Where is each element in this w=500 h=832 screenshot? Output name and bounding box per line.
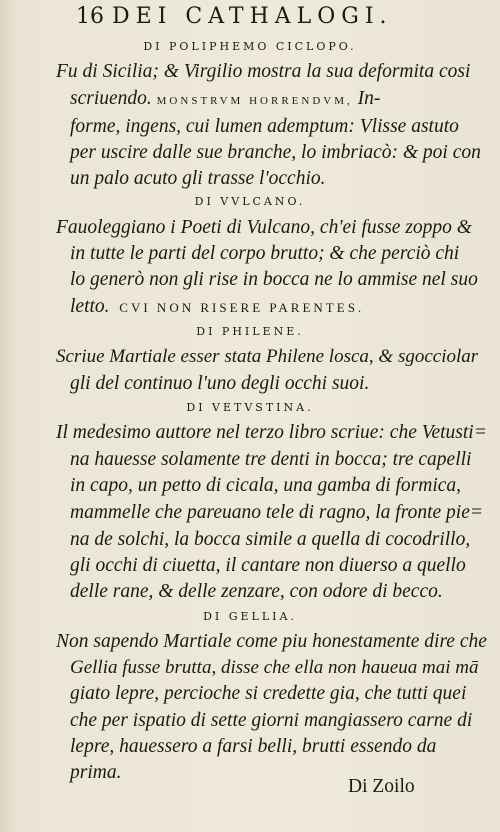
text-line bbox=[70, 88, 380, 112]
catchword: Di Zoilo bbox=[348, 776, 415, 797]
quotation-smallcaps: CVI NON RISERE PARENTES. bbox=[119, 300, 365, 315]
section-heading: DI GELLIA. bbox=[203, 610, 297, 623]
section-heading: DI POLIPHEMO CICLOPO. bbox=[143, 40, 357, 53]
quotation-smallcaps: MONSTRVM HORRENDVM, bbox=[156, 95, 353, 107]
text-line: mammelle che pareuano tele di ragno, la fronte pie= bbox=[70, 502, 484, 523]
text-line: Il medesimo auttore nel terzo libro scriue: che Vetusti= bbox=[56, 422, 487, 443]
section-heading: DI VETVSTINA. bbox=[186, 401, 314, 414]
text-line: na hauesse solamente tre denti in bocca; tre capelli bbox=[70, 449, 472, 470]
running-title: DEI CATHALOGI. bbox=[112, 4, 393, 29]
text-line: un palo acuto gli trasse l'occhio. bbox=[70, 168, 326, 189]
text-line: Non sapendo Martiale come piu honestamente dire che bbox=[56, 631, 487, 652]
text-line: in tutte le parti del corpo brutto; & che perciò chi bbox=[70, 243, 460, 264]
text-line: delle rane, & delle zenzare, con odore di becco. bbox=[70, 581, 443, 602]
text-run: In- bbox=[357, 88, 381, 109]
text-line: gli del continuo l'uno degli occhi suoi. bbox=[70, 373, 370, 394]
text-line: Scriue Martiale esser stata Philene losca, & sgocciolar bbox=[56, 346, 479, 367]
text-line: prima. bbox=[70, 762, 122, 783]
section-heading: DI VVLCANO. bbox=[194, 195, 306, 208]
text-line: Gellia fusse brutta, disse che ella non haueua mai mā bbox=[70, 657, 479, 678]
text-line: che per ispatio di sette giorni mangiassero carne di bbox=[70, 710, 473, 731]
text-line: in capo, un petto di cicala, una gamba di formica, bbox=[70, 475, 462, 496]
text-line: Fauoleggiano i Poeti di Vulcano, ch'ei fusse zoppo & bbox=[56, 217, 472, 238]
text-line: gli occhi di ciuetta, il cantare non diuerso a quello bbox=[70, 555, 466, 576]
text-line: Fu di Sicilia; & Virgilio mostra la sua deformita cosi bbox=[56, 61, 471, 82]
running-header bbox=[76, 4, 476, 34]
text-run: letto. bbox=[70, 296, 110, 317]
text-line: lo generò non gli rise in bocca ne lo ammise nel suo bbox=[70, 269, 478, 290]
text-line: forme, ingens, cui lumen ademptum: Vlisse astuto bbox=[70, 116, 459, 137]
page-number: 16 bbox=[76, 4, 104, 29]
text-line: giato lepre, percioche si credette gia, che tutti quei bbox=[70, 683, 467, 704]
text-line bbox=[70, 296, 364, 319]
text-run: scriuendo. bbox=[70, 88, 152, 109]
text-line: na de solchi, la bocca simile a quella di cocodrillo, bbox=[70, 529, 471, 550]
text-line: lepre, hauessero a farsi belli, brutti essendo da bbox=[70, 736, 437, 757]
section-heading: DI PHILENE. bbox=[196, 325, 304, 338]
text-line: per uscire dalle sue branche, lo imbriacò: & poi con bbox=[70, 142, 481, 163]
